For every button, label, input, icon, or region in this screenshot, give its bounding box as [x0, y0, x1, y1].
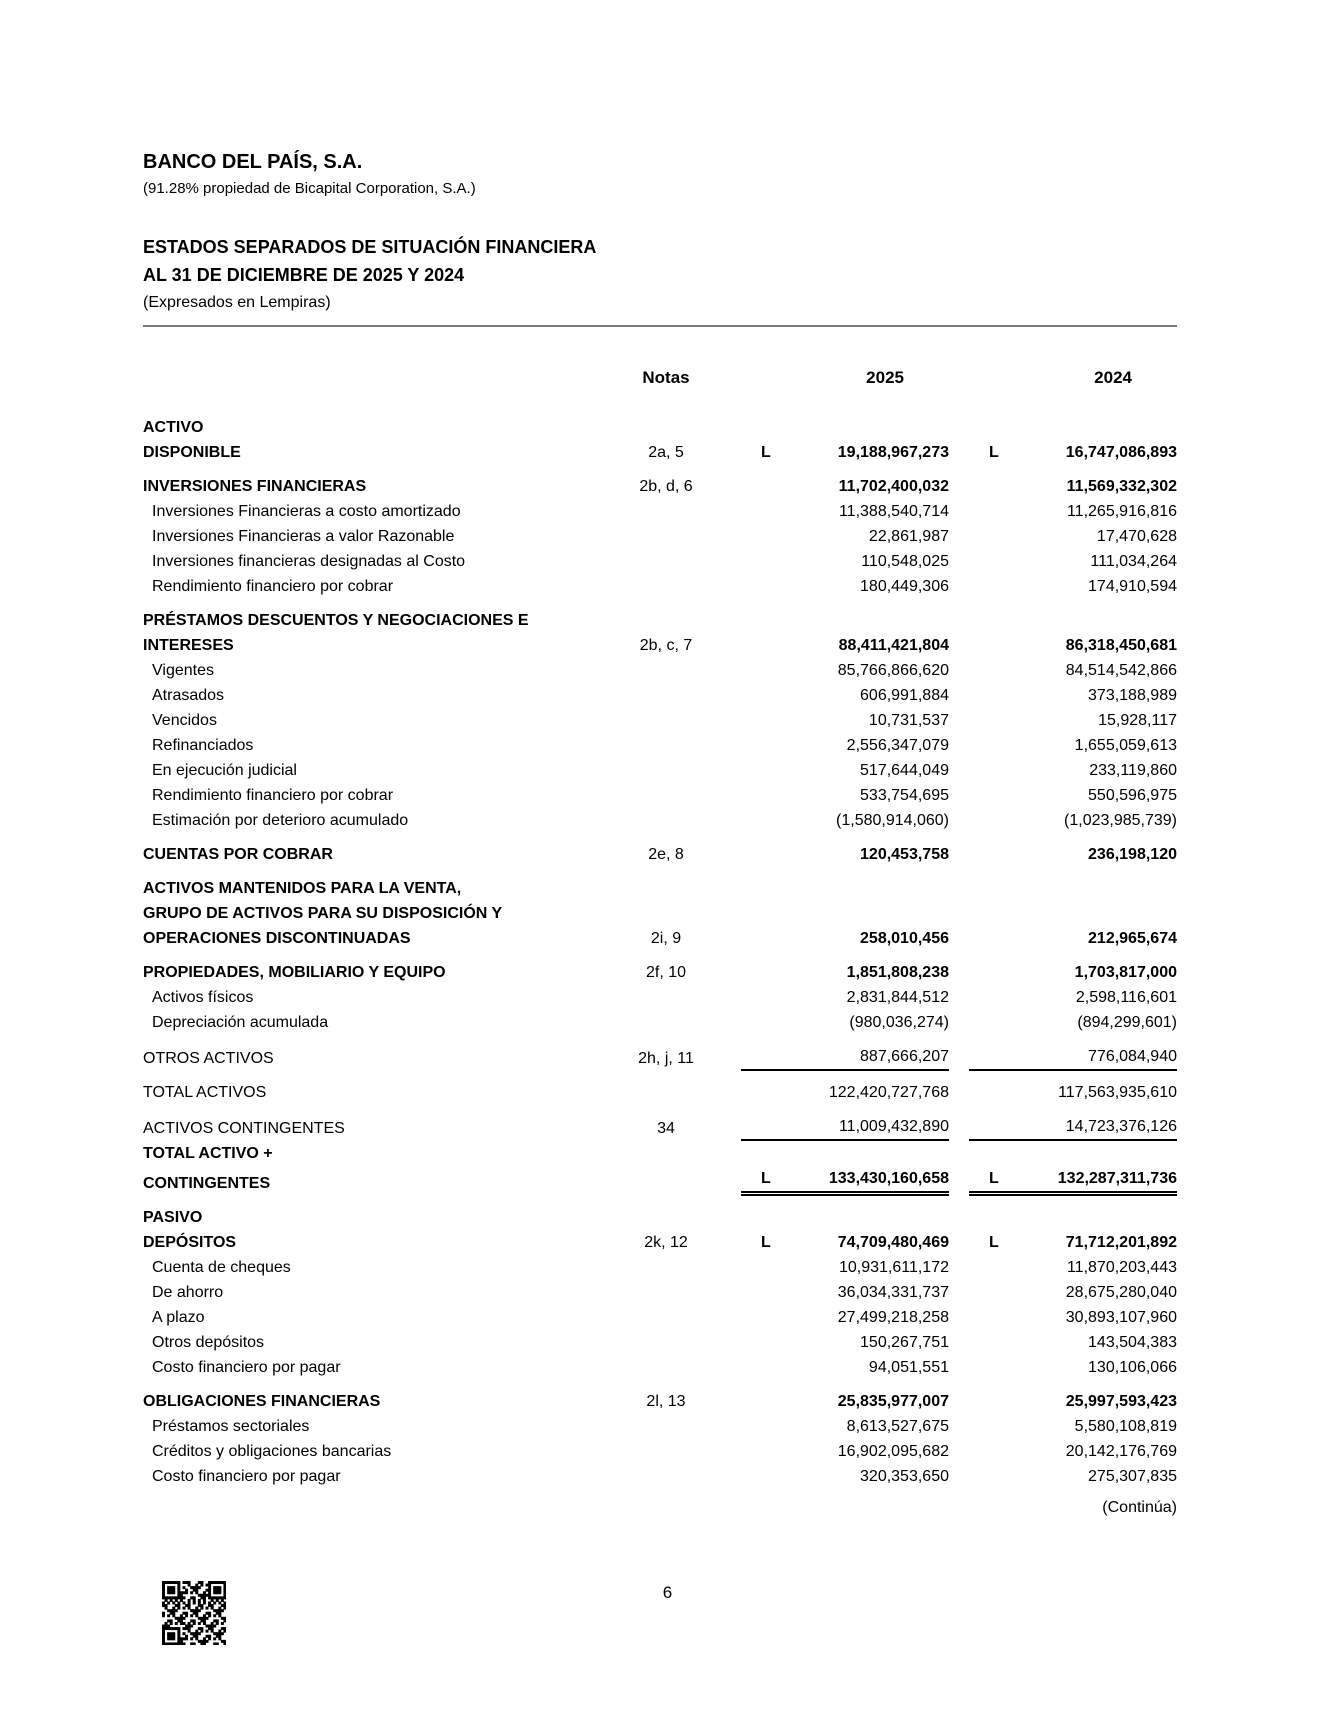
value-amount: 10,931,611,172 — [838, 1259, 949, 1276]
table-row — [143, 1280, 1177, 1305]
row-label: Préstamos sectoriales — [152, 1418, 310, 1435]
row-value-2025 — [741, 1166, 949, 1196]
table-row — [143, 1255, 1177, 1280]
row-value-2025 — [741, 1464, 949, 1489]
value-amount: 86,318,450,681 — [1065, 637, 1177, 654]
row-value-2024 — [969, 440, 1177, 465]
value-amount: 25,997,593,423 — [1065, 1393, 1177, 1410]
value-amount: 236,198,120 — [1088, 846, 1177, 863]
row-value-2024 — [969, 1255, 1177, 1280]
table-row — [143, 474, 1177, 499]
row-note: 2k, 12 — [644, 1234, 688, 1251]
row-note: 2b, d, 6 — [639, 478, 693, 495]
value-amount: 110,548,025 — [861, 553, 949, 570]
value-amount: 373,188,989 — [1088, 687, 1177, 704]
row-value-2025 — [741, 499, 949, 524]
value-amount: 15,928,117 — [1098, 712, 1177, 729]
row-value-2024 — [969, 1044, 1177, 1071]
row-label: A plazo — [152, 1309, 205, 1326]
statement-title — [143, 233, 1177, 317]
value-amount: 133,430,160,658 — [828, 1170, 949, 1187]
table-row — [143, 783, 1177, 808]
row-value-2024 — [969, 1389, 1177, 1414]
row-value-2025 — [741, 1330, 949, 1355]
row-value-2024 — [969, 758, 1177, 783]
table-row — [143, 415, 1177, 440]
row-value-2024 — [969, 474, 1177, 499]
value-amount: 887,666,207 — [860, 1048, 949, 1065]
value-amount: 258,010,456 — [860, 930, 949, 947]
row-value-2024 — [969, 842, 1177, 867]
row-note: 2i, 9 — [650, 930, 682, 947]
value-amount: 233,119,860 — [1089, 762, 1177, 779]
row-label: Activos físicos — [152, 989, 254, 1006]
row-value-2025 — [741, 658, 949, 683]
row-value-2024 — [969, 733, 1177, 758]
row-value-2025 — [741, 633, 949, 658]
document-content — [143, 0, 1177, 1520]
row-label: CONTINGENTES — [143, 1175, 271, 1192]
value-amount: 1,703,817,000 — [1074, 964, 1177, 981]
row-label: CUENTAS POR COBRAR — [143, 846, 333, 863]
row-label: ACTIVOS MANTENIDOS PARA LA VENTA, — [143, 880, 462, 897]
table-row — [143, 633, 1177, 658]
row-value-2024 — [969, 1464, 1177, 1489]
table-row — [143, 608, 1177, 633]
table-row — [143, 658, 1177, 683]
row-value-2024 — [969, 1355, 1177, 1380]
row-label: PROPIEDADES, MOBILIARIO Y EQUIPO — [143, 964, 446, 981]
table-row — [143, 876, 1177, 901]
row-value-2024 — [969, 985, 1177, 1010]
row-value-2024 — [969, 549, 1177, 574]
table-row — [143, 1114, 1177, 1141]
row-value-2024 — [969, 1330, 1177, 1355]
row-value-2024 — [969, 1230, 1177, 1255]
table-row — [143, 574, 1177, 599]
value-amount: 1,851,808,238 — [846, 964, 949, 981]
row-label: Costo financiero por pagar — [152, 1359, 341, 1376]
value-amount: 28,675,280,040 — [1065, 1284, 1177, 1301]
row-label: OBLIGACIONES FINANCIERAS — [143, 1393, 381, 1410]
value-amount: 22,861,987 — [868, 528, 949, 545]
row-value-2024 — [969, 658, 1177, 683]
value-amount: 11,870,203,443 — [1066, 1259, 1177, 1276]
row-label: Atrasados — [152, 687, 225, 704]
table-row — [143, 808, 1177, 833]
value-amount: 14,723,376,126 — [1065, 1118, 1177, 1135]
row-label: Inversiones Financieras a costo amortizado — [152, 503, 461, 520]
table-row — [143, 1010, 1177, 1035]
row-label: Créditos y obligaciones bancarias — [152, 1443, 392, 1460]
row-value-2025 — [741, 574, 949, 599]
page-number: 6 — [662, 1583, 673, 1602]
value-amount: 94,051,551 — [868, 1359, 949, 1376]
row-label: OTROS ACTIVOS — [143, 1050, 274, 1067]
row-label: Otros depósitos — [152, 1334, 265, 1351]
statement-title-line1: ESTADOS SEPARADOS DE SITUACIÓN FINANCIERA — [143, 237, 597, 257]
value-amount: 17,470,628 — [1096, 528, 1177, 545]
row-value-2025 — [741, 683, 949, 708]
value-amount: 132,287,311,736 — [1057, 1170, 1177, 1187]
value-amount: 120,453,758 — [860, 846, 949, 863]
row-value-2024 — [969, 1280, 1177, 1305]
row-value-2025 — [741, 1355, 949, 1380]
row-value-2024 — [969, 926, 1177, 951]
table-row — [143, 1080, 1177, 1105]
row-label: De ahorro — [152, 1284, 224, 1301]
financial-table — [143, 415, 1177, 1520]
value-amount: 36,034,331,737 — [837, 1284, 949, 1301]
value-amount: 533,754,695 — [860, 787, 949, 804]
value-amount: 74,709,480,469 — [837, 1234, 949, 1251]
row-value-2025 — [741, 1114, 949, 1141]
row-value-2025 — [741, 926, 949, 951]
row-label: PASIVO — [143, 1209, 203, 1226]
currency-note: (Expresados en Lempiras) — [143, 294, 331, 311]
row-value-2025 — [741, 474, 949, 499]
row-label: GRUPO DE ACTIVOS PARA SU DISPOSICIÓN Y — [143, 905, 503, 922]
table-row — [143, 901, 1177, 926]
table-row — [143, 1414, 1177, 1439]
row-value-2024 — [969, 1439, 1177, 1464]
row-value-2024 — [969, 524, 1177, 549]
row-label: INTERESES — [143, 637, 234, 654]
value-amount: 320,353,650 — [860, 1468, 949, 1485]
currency-symbol: L — [761, 1234, 771, 1251]
table-row — [143, 1389, 1177, 1414]
value-amount: 5,580,108,819 — [1074, 1418, 1177, 1435]
value-amount: (1,023,985,739) — [1064, 812, 1177, 829]
value-amount: 212,965,674 — [1088, 930, 1177, 947]
column-header-2025: 2025 — [866, 368, 904, 387]
row-value-2025 — [741, 1010, 949, 1035]
row-value-2025 — [741, 1255, 949, 1280]
row-value-2024 — [969, 708, 1177, 733]
value-amount: 30,893,107,960 — [1065, 1309, 1177, 1326]
row-value-2024 — [969, 1305, 1177, 1330]
table-row — [143, 758, 1177, 783]
value-amount: 11,569,332,302 — [1066, 478, 1177, 495]
table-row — [143, 1141, 1177, 1166]
row-label: Refinanciados — [152, 737, 254, 754]
table-row — [143, 733, 1177, 758]
value-amount: 143,504,383 — [1088, 1334, 1177, 1351]
value-amount: 10,731,537 — [868, 712, 949, 729]
row-note: 2f, 10 — [645, 964, 687, 981]
row-value-2025 — [741, 1280, 949, 1305]
table-row — [143, 985, 1177, 1010]
row-value-2025 — [741, 783, 949, 808]
statement-title-line2: AL 31 DE DICIEMBRE DE 2025 Y 2024 — [143, 265, 465, 285]
table-row — [143, 499, 1177, 524]
value-amount: 550,596,975 — [1088, 787, 1177, 804]
value-amount: 11,388,540,714 — [838, 503, 949, 520]
row-value-2024 — [969, 1166, 1177, 1196]
header-rule — [143, 325, 1177, 327]
row-value-2025 — [741, 960, 949, 985]
row-value-2024 — [969, 783, 1177, 808]
company-name: BANCO DEL PAÍS, S.A. — [143, 151, 363, 173]
row-label: DEPÓSITOS — [143, 1234, 237, 1251]
row-label: En ejecución judicial — [152, 762, 297, 779]
value-amount: 2,598,116,601 — [1075, 989, 1177, 1006]
row-value-2024 — [969, 1114, 1177, 1141]
row-value-2025 — [741, 524, 949, 549]
row-label: Estimación por deterioro acumulado — [152, 812, 409, 829]
table-row — [143, 1355, 1177, 1380]
value-amount: 88,411,421,804 — [838, 637, 949, 654]
row-value-2025 — [741, 708, 949, 733]
table-row — [143, 1230, 1177, 1255]
value-amount: 27,499,218,258 — [837, 1309, 949, 1326]
value-amount: 122,420,727,768 — [828, 1084, 949, 1101]
value-amount: (894,299,601) — [1077, 1014, 1177, 1031]
value-amount: 20,142,176,769 — [1065, 1443, 1177, 1460]
value-amount: 11,009,432,890 — [838, 1118, 949, 1135]
currency-symbol: L — [761, 1170, 771, 1187]
row-note: 2a, 5 — [648, 444, 684, 461]
table-row — [143, 1166, 1177, 1196]
table-body — [143, 415, 1177, 1489]
table-row — [143, 549, 1177, 574]
row-value-2024 — [969, 1010, 1177, 1035]
table-row — [143, 708, 1177, 733]
row-value-2024 — [969, 574, 1177, 599]
value-amount: 11,265,916,816 — [1066, 503, 1177, 520]
row-value-2025 — [741, 1305, 949, 1330]
row-label: TOTAL ACTIVO + — [143, 1145, 273, 1162]
row-value-2024 — [969, 960, 1177, 985]
table-row — [143, 1205, 1177, 1230]
value-amount: 8,613,527,675 — [846, 1418, 949, 1435]
value-amount: 16,902,095,682 — [837, 1443, 949, 1460]
row-label: PRÉSTAMOS DESCUENTOS Y NEGOCIACIONES E — [143, 612, 529, 629]
table-row — [143, 1439, 1177, 1464]
value-amount: 2,831,844,512 — [846, 989, 949, 1006]
row-label: TOTAL ACTIVOS — [143, 1084, 267, 1101]
value-amount: 111,034,264 — [1090, 553, 1177, 570]
table-row — [143, 1305, 1177, 1330]
value-amount: 130,106,066 — [1088, 1359, 1177, 1376]
table-row — [143, 926, 1177, 951]
row-value-2025 — [741, 440, 949, 465]
row-note: 2b, c, 7 — [639, 637, 693, 654]
row-label: Inversiones financieras designadas al Costo — [152, 553, 466, 570]
value-amount: 71,712,201,892 — [1065, 1234, 1177, 1251]
value-amount: 16,747,086,893 — [1065, 444, 1177, 461]
value-amount: 2,556,347,079 — [846, 737, 949, 754]
ownership-note: (91.28% propiedad de Bicapital Corporation, S.A.) — [143, 180, 476, 197]
value-amount: 606,991,884 — [860, 687, 949, 704]
currency-symbol: L — [989, 1234, 999, 1251]
row-label: Rendimiento financiero por cobrar — [152, 787, 394, 804]
row-value-2025 — [741, 1414, 949, 1439]
row-label: ACTIVOS CONTINGENTES — [143, 1120, 345, 1137]
row-note: 34 — [657, 1120, 675, 1137]
row-value-2024 — [969, 683, 1177, 708]
currency-symbol: L — [989, 1170, 999, 1187]
row-label: Inversiones Financieras a valor Razonable — [152, 528, 455, 545]
row-note: 2h, j, 11 — [638, 1050, 694, 1067]
value-amount: 180,449,306 — [860, 578, 949, 595]
table-row — [143, 683, 1177, 708]
currency-symbol: L — [989, 444, 999, 461]
value-amount: 174,910,594 — [1088, 578, 1177, 595]
value-amount: 517,644,049 — [860, 762, 949, 779]
row-value-2025 — [741, 549, 949, 574]
table-row — [143, 1044, 1177, 1071]
row-label: Rendimiento financiero por cobrar — [152, 578, 394, 595]
value-amount: 275,307,835 — [1088, 1468, 1177, 1485]
row-value-2025 — [741, 1389, 949, 1414]
row-value-2025 — [741, 1044, 949, 1071]
column-headers — [143, 365, 1177, 391]
table-row — [143, 440, 1177, 465]
table-row — [143, 960, 1177, 985]
row-value-2024 — [969, 808, 1177, 833]
row-value-2025 — [741, 758, 949, 783]
table-row — [143, 524, 1177, 549]
value-amount: (1,580,914,060) — [836, 812, 949, 829]
row-label: INVERSIONES FINANCIERAS — [143, 478, 367, 495]
table-row — [143, 1464, 1177, 1489]
row-value-2024 — [969, 499, 1177, 524]
value-amount: 25,835,977,007 — [837, 1393, 949, 1410]
row-label: DISPONIBLE — [143, 444, 241, 461]
value-amount: 150,267,751 — [860, 1334, 949, 1351]
row-value-2024 — [969, 633, 1177, 658]
row-label: Depreciación acumulada — [152, 1014, 329, 1031]
row-value-2025 — [741, 1439, 949, 1464]
row-value-2025 — [741, 985, 949, 1010]
table-row — [143, 1330, 1177, 1355]
row-value-2025 — [741, 808, 949, 833]
row-note: 2e, 8 — [648, 846, 684, 863]
column-header-notes: Notas — [642, 368, 690, 387]
currency-symbol: L — [761, 444, 771, 461]
column-header-2024: 2024 — [1094, 368, 1132, 387]
row-label: Vencidos — [152, 712, 217, 729]
row-value-2024 — [969, 1080, 1177, 1105]
row-value-2024 — [969, 1414, 1177, 1439]
value-amount: 85,766,866,620 — [837, 662, 949, 679]
value-amount: 1,655,059,613 — [1074, 737, 1177, 754]
row-value-2025 — [741, 842, 949, 867]
row-value-2025 — [741, 1080, 949, 1105]
row-note: 2l, 13 — [646, 1393, 686, 1410]
value-amount: 117,563,935,610 — [1058, 1084, 1177, 1101]
row-label: Vigentes — [152, 662, 214, 679]
value-amount: (980,036,274) — [849, 1014, 949, 1031]
table-row — [143, 842, 1177, 867]
value-amount: 19,188,967,273 — [837, 444, 949, 461]
continues-note: (Continúa) — [1102, 1499, 1177, 1516]
value-amount: 84,514,542,866 — [1065, 662, 1177, 679]
value-amount: 776,084,940 — [1088, 1048, 1177, 1065]
row-label: OPERACIONES DISCONTINUADAS — [143, 930, 411, 947]
row-label: Cuenta de cheques — [152, 1259, 291, 1276]
row-value-2025 — [741, 733, 949, 758]
row-label: Costo financiero por pagar — [152, 1468, 341, 1485]
value-amount: 11,702,400,032 — [838, 478, 949, 495]
row-label: ACTIVO — [143, 419, 204, 436]
row-value-2025 — [741, 1230, 949, 1255]
